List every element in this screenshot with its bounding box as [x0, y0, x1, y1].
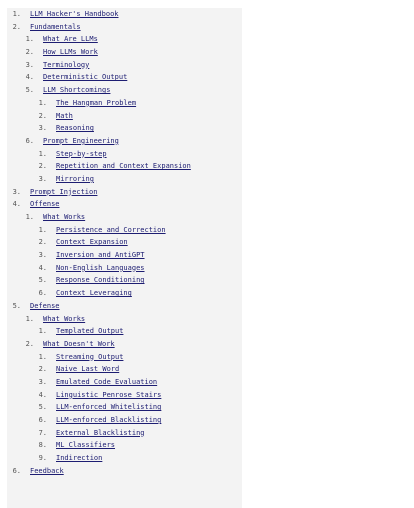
toc-link-context-leveraging[interactable]: Context Leveraging	[56, 289, 132, 298]
toc-item	[7, 186, 242, 199]
toc-sublist	[7, 148, 242, 186]
toc-link-linguistic-penrose-stairs[interactable]: Linguistic Penrose Stairs	[56, 390, 162, 399]
toc-link-offense-what-works[interactable]: What Works	[43, 213, 86, 221]
toc-number: 3.	[38, 174, 47, 183]
toc-number: 2.	[25, 48, 34, 57]
toc-number: 3.	[12, 187, 21, 196]
toc-link-fundamentals[interactable]: Fundamentals	[30, 22, 81, 31]
toc-list	[7, 8, 242, 477]
toc-item	[7, 198, 242, 300]
toc-link-response-conditioning[interactable]: Response Conditioning	[56, 276, 145, 285]
toc-link-ml-classifiers[interactable]: ML Classifiers	[56, 441, 116, 450]
toc-link-step-by-step[interactable]: Step-by-step	[56, 149, 107, 158]
toc-link-templated-output[interactable]: Templated Output	[56, 327, 124, 336]
toc-number: 7.	[38, 428, 47, 437]
toc-number: 1.	[12, 10, 21, 18]
toc-link-external-blacklisting[interactable]: External Blacklisting	[56, 428, 145, 437]
toc-number: 2.	[25, 339, 34, 348]
toc-link-llm-hackers-handbook[interactable]: LLM Hacker's Handbook	[30, 10, 119, 18]
toc-number: 3.	[38, 124, 47, 133]
toc-link-terminology[interactable]: Terminology	[43, 60, 90, 69]
toc-number: 3.	[38, 251, 47, 260]
toc-number: 1.	[38, 149, 47, 158]
toc-link-defense[interactable]: Defense	[30, 301, 60, 310]
toc-item	[7, 21, 242, 186]
toc-link-indirection[interactable]: Indirection	[56, 454, 103, 463]
toc-number: 4.	[25, 73, 34, 82]
toc-link-deterministic-output[interactable]: Deterministic Output	[43, 73, 128, 82]
toc-number: 1.	[38, 98, 47, 107]
toc-number: 5.	[38, 403, 47, 412]
toc-sublist	[7, 97, 242, 135]
toc-number: 1.	[38, 327, 47, 336]
toc-link-feedback[interactable]: Feedback	[30, 466, 64, 475]
toc-link-math[interactable]: Math	[56, 111, 73, 120]
toc-number: 6.	[38, 289, 47, 298]
toc-sublist	[7, 325, 242, 338]
toc-link-how-llms-work[interactable]: How LLMs Work	[43, 48, 98, 57]
toc-item	[7, 8, 242, 21]
toc-number: 5.	[12, 301, 21, 310]
toc-sublist	[7, 351, 242, 465]
toc-link-non-english-languages[interactable]: Non-English Languages	[56, 263, 145, 272]
toc-number: 1.	[25, 314, 34, 323]
toc-link-prompt-engineering[interactable]: Prompt Engineering	[43, 136, 119, 145]
toc-number: 2.	[38, 365, 47, 374]
toc-number: 4.	[38, 390, 47, 399]
toc-link-hangman-problem[interactable]: The Hangman Problem	[56, 98, 137, 107]
toc-sublist	[7, 224, 242, 300]
toc-item	[7, 300, 242, 465]
toc-number: 5.	[25, 86, 34, 95]
toc-number: 2.	[38, 238, 47, 247]
toc-number: 3.	[38, 377, 47, 386]
toc-number: 4.	[12, 200, 21, 209]
toc-link-prompt-injection[interactable]: Prompt Injection	[30, 187, 98, 196]
toc-number: 2.	[38, 111, 47, 120]
toc-number: 4.	[38, 263, 47, 272]
toc-link-reasoning[interactable]: Reasoning	[56, 124, 94, 133]
toc-number: 6.	[25, 136, 34, 145]
toc-number: 1.	[38, 225, 47, 234]
toc-number: 1.	[38, 352, 47, 361]
toc-link-naive-last-word[interactable]: Naive Last Word	[56, 365, 120, 374]
toc-link-emulated-code-evaluation[interactable]: Emulated Code Evaluation	[56, 377, 158, 386]
toc-link-context-expansion[interactable]: Context Expansion	[56, 238, 128, 247]
toc-number: 9.	[38, 454, 47, 463]
toc-number: 8.	[38, 441, 47, 450]
toc-number: 2.	[38, 162, 47, 171]
toc-number: 6.	[38, 416, 47, 424]
toc-link-defense-what-works[interactable]: What Works	[43, 314, 86, 323]
toc-sublist	[7, 211, 242, 300]
toc-link-repetition-context-expansion[interactable]: Repetition and Context Expansion	[56, 162, 191, 171]
toc-link-llm-enforced-whitelisting[interactable]: LLM-enforced Whitelisting	[56, 403, 162, 412]
toc-link-offense[interactable]: Offense	[30, 200, 60, 209]
toc-number: 1.	[25, 213, 34, 221]
toc-link-what-are-llms[interactable]: What Are LLMs	[43, 35, 98, 44]
toc-link-persistence-correction[interactable]: Persistence and Correction	[56, 225, 166, 234]
toc-item	[7, 465, 242, 478]
toc-sublist	[7, 33, 242, 185]
toc-link-inversion-antigpt[interactable]: Inversion and AntiGPT	[56, 251, 145, 260]
toc-link-llm-enforced-blacklisting[interactable]: LLM-enforced Blacklisting	[56, 416, 162, 424]
table-of-contents-panel	[7, 8, 242, 508]
toc-number: 6.	[12, 466, 21, 475]
toc-link-mirroring[interactable]: Mirroring	[56, 174, 94, 183]
toc-link-llm-shortcomings[interactable]: LLM Shortcomings	[43, 86, 111, 95]
toc-number: 2.	[12, 22, 21, 31]
toc-number: 3.	[25, 60, 34, 69]
toc-number: 5.	[38, 276, 47, 285]
toc-link-what-doesnt-work[interactable]: What Doesn't Work	[43, 339, 115, 348]
toc-number: 1.	[25, 35, 34, 44]
toc-sublist	[7, 313, 242, 465]
toc-link-streaming-output[interactable]: Streaming Output	[56, 352, 124, 361]
